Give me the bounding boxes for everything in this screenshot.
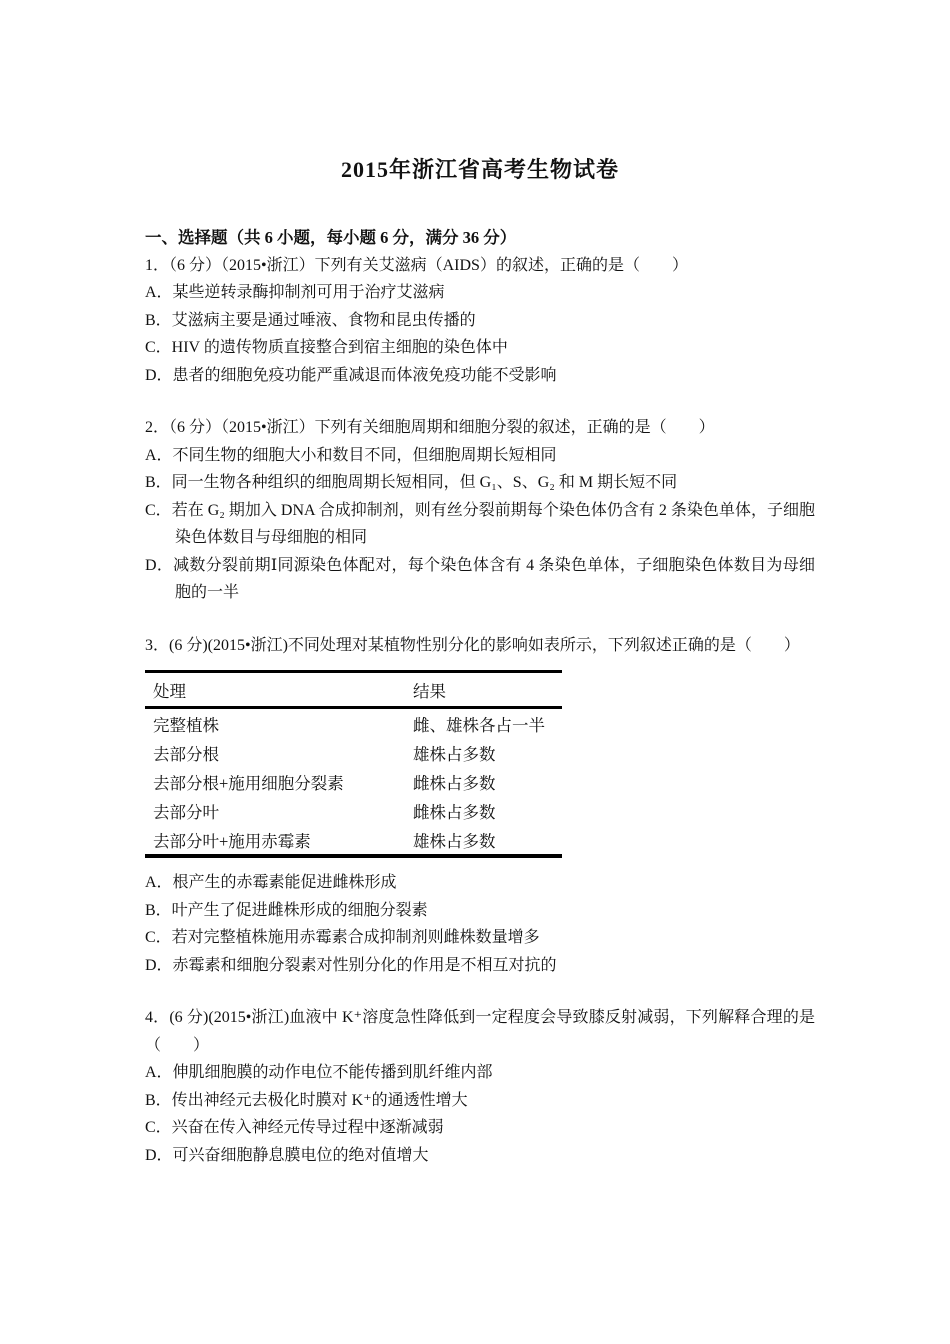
table-cell-treatment: 去部分叶+施用赤霉素 bbox=[153, 831, 311, 851]
question-4-option-b: B．传出神经元去极化时膜对 K⁺的通透性增大 bbox=[145, 1091, 468, 1109]
table-header-row bbox=[145, 672, 562, 708]
table-cell-treatment: 去部分叶 bbox=[153, 802, 219, 822]
question-1-option-d: D．患者的细胞免疫功能严重减退而体液免疫功能不受影响 bbox=[145, 366, 557, 384]
question-2 bbox=[145, 414, 815, 607]
question-1-stem: 1．（6 分）（2015•浙江）下列有关艾滋病（AIDS）的叙述，正确的是（ ） bbox=[145, 256, 688, 274]
question-1-option-a: A．某些逆转录酶抑制剂可用于治疗艾滋病 bbox=[145, 284, 445, 301]
question-3-option-d: D．赤霉素和细胞分裂素对性别分化的作用是不相互对抗的 bbox=[145, 956, 557, 974]
question-2-option-d: D．减数分裂前期Ⅰ同源染色体配对，每个染色体含有 4 条染色单体，子细胞染色体数目为母细胞的一半 bbox=[145, 556, 815, 601]
table-row bbox=[145, 796, 562, 825]
table-row bbox=[145, 738, 562, 767]
question-2-option-c: C．若在 G₂ 期加入 DNA 合成抑制剂，则有丝分裂前期每个染色体仍含有 2 条染色单体，子细胞染色体数目与母细胞的相同 bbox=[145, 501, 815, 546]
question-1-option-b: B．艾滋病主要是通过唾液、食物和昆虫传播的 bbox=[145, 311, 476, 329]
table-row bbox=[145, 825, 562, 856]
question-1-option-c: C．HIV 的遗传物质直接整合到宿主细胞的染色体中 bbox=[145, 339, 508, 356]
table-cell-treatment: 去部分根+施用细胞分裂素 bbox=[153, 773, 344, 793]
table-cell-treatment: 去部分根 bbox=[153, 744, 219, 764]
question-3-option-c: C．若对完整植株施用赤霉素合成抑制剂则雌株数量增多 bbox=[145, 929, 540, 946]
question-4-stem: 4．(6 分)(2015•浙江)血液中 K⁺溶度急性降低到一定程度会导致膝反射减弱，下列解释合理的是（ ） bbox=[145, 1009, 815, 1054]
table-header-result: 结果 bbox=[405, 672, 562, 708]
question-2-option-a: A．不同生物的细胞大小和数目不同，但细胞周期长短相同 bbox=[145, 446, 557, 464]
question-4-option-a: A．伸肌细胞膜的动作电位不能传播到肌纤维内部 bbox=[145, 1064, 493, 1081]
table-cell-treatment: 完整植株 bbox=[153, 715, 219, 735]
table-cell-result: 雌株占多数 bbox=[413, 773, 496, 793]
section-heading: 一、选择题（共 6 小题，每小题 6 分，满分 36 分） bbox=[145, 228, 517, 247]
question-4 bbox=[145, 1004, 815, 1169]
treatment-result-table bbox=[145, 670, 562, 858]
table-row bbox=[145, 708, 562, 739]
table-cell-result: 雌、雄株各占一半 bbox=[413, 715, 545, 735]
question-2-option-b: B．同一生物各种组织的细胞周期长短相同，但 G₁、S、G₂ 和 M 期长短不同 bbox=[145, 474, 678, 491]
table-header-treatment: 处理 bbox=[145, 672, 405, 708]
question-2-stem: 2．（6 分）（2015•浙江）下列有关细胞周期和细胞分裂的叙述，正确的是（ ） bbox=[145, 419, 715, 436]
table-cell-result: 雌株占多数 bbox=[413, 802, 496, 822]
table-row bbox=[145, 767, 562, 796]
question-1 bbox=[145, 252, 815, 390]
question-3 bbox=[145, 632, 815, 980]
question-3-stem: 3．(6 分)(2015•浙江)不同处理对某植物性别分化的影响如表所示，下列叙述正确的是（ ） bbox=[145, 636, 800, 654]
question-3-option-a: A．根产生的赤霉素能促进雌株形成 bbox=[145, 874, 397, 891]
table-cell-result: 雄株占多数 bbox=[413, 744, 496, 764]
question-3-option-b: B．叶产生了促进雌株形成的细胞分裂素 bbox=[145, 901, 428, 919]
question-4-option-c: C．兴奋在传入神经元传导过程中逐渐减弱 bbox=[145, 1119, 444, 1136]
page-title: 2015年浙江省高考生物试卷 bbox=[340, 157, 619, 182]
question-4-option-d: D．可兴奋细胞静息膜电位的绝对值增大 bbox=[145, 1146, 429, 1164]
table-cell-result: 雄株占多数 bbox=[413, 831, 496, 851]
